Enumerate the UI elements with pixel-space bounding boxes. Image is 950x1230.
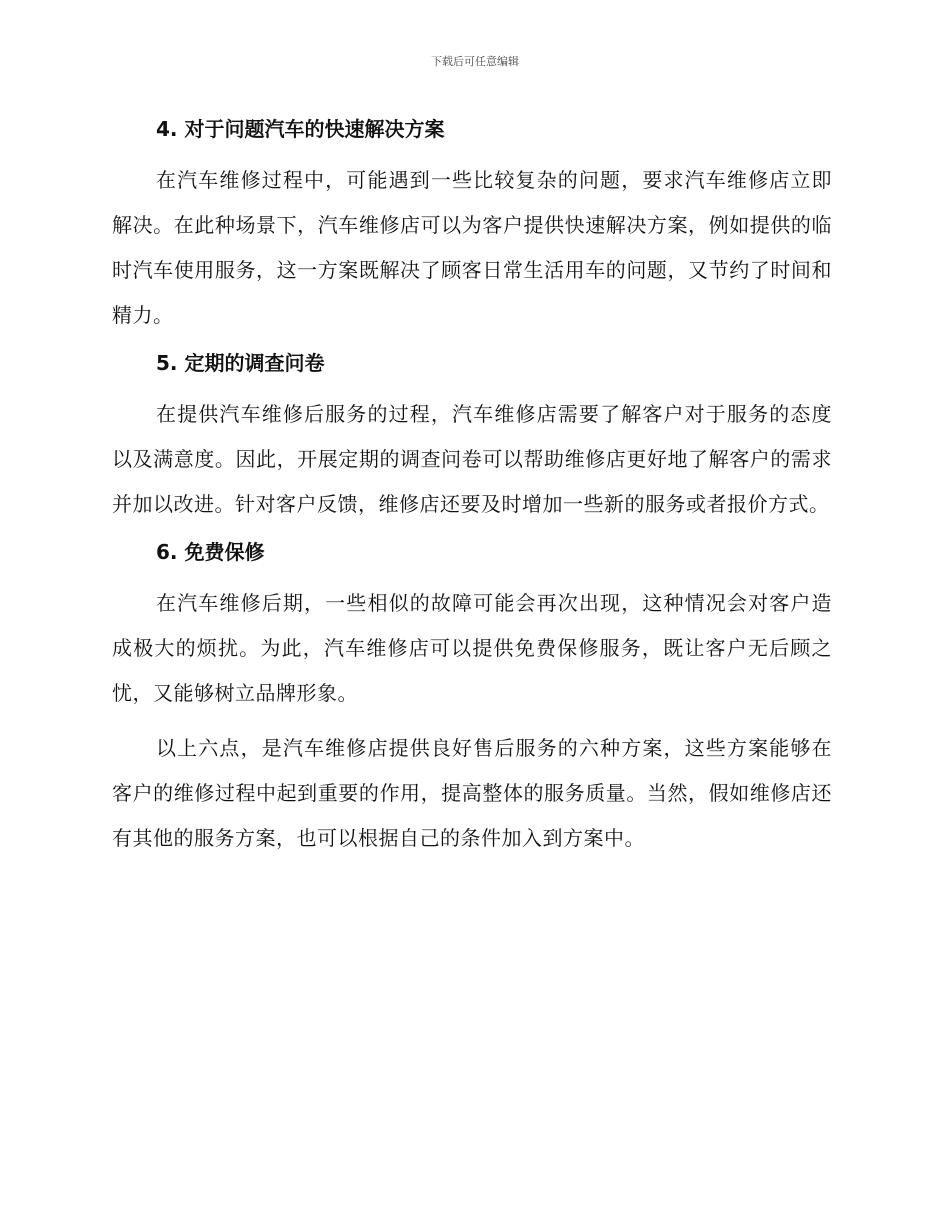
section-paragraph-5: 在提供汽车维修后服务的过程，汽车维修店需要了解客户对于服务的态度以及满意度。因此，开展定期的调查问卷可以帮助维修店更好地了解客户的需求并加以改进。针对客户反馈，维修店还要及时增加一些新的服务或者报价方式。 [112,402,832,516]
page-header-note: 下载后可任意编辑 [431,55,519,68]
document-body [112,114,832,871]
section-heading-5: 5. 定期的调查问卷 [156,351,325,375]
section-heading-6: 6. 免费保修 [156,540,265,564]
section-paragraph-6: 在汽车维修后期，一些相似的故障可能会再次出现，这种情况会对客户造成极大的烦扰。为此，汽车维修店可以提供免费保修服务，既让客户无后顾之忧，又能够树立品牌形象。 [112,591,832,705]
section-paragraph-4: 在汽车维修过程中，可能遇到一些比较复杂的问题，要求汽车维修店立即解决。在此种场景下，汽车维修店可以为客户提供快速解决方案，例如提供的临时汽车使用服务，这一方案既解决了顾客日常生活用车的问题，又节约了时间和精力。 [112,168,832,327]
conclusion-paragraph: 以上六点，是汽车维修店提供良好售后服务的六种方案，这些方案能够在客户的维修过程中起到重要的作用，提高整体的服务质量。当然，假如维修店还有其他的服务方案，也可以根据自己的条件加入到方案中。 [112,736,832,850]
section-heading-4: 4. 对于问题汽车的快速解决方案 [156,117,445,141]
